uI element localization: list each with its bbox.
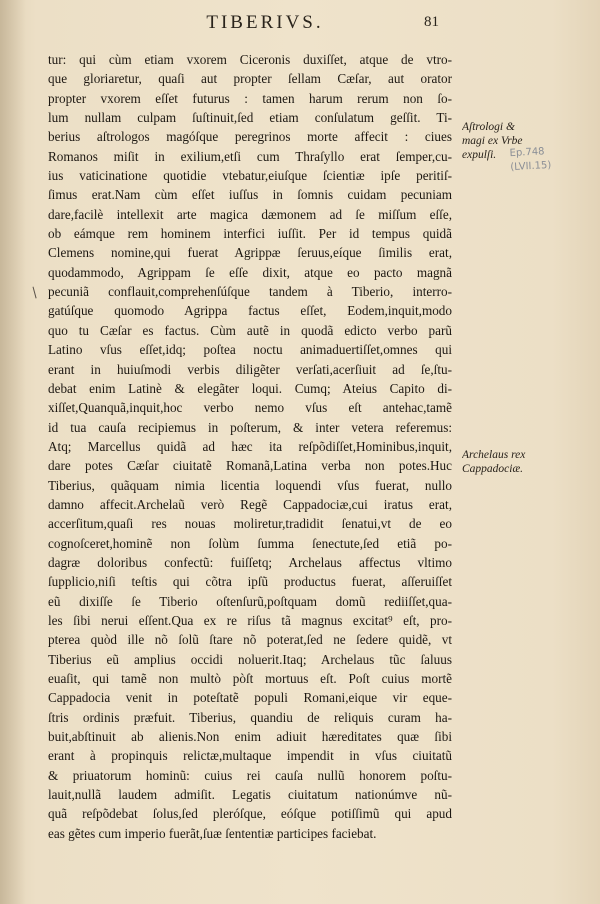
text-line: erant in huiuſmodi verbis diligẽter verſati,acerſiuit ad ſe,ſtu- [48,361,452,377]
text-line: Latino vſus eſſet,idq; poſtea noctu animaduertiſſet,omnes qui [48,342,452,358]
text-line: id tua cauſa recipiemus in poſterum, & inter vetera referemus: [48,419,452,435]
text-line: dare potes Cæſar ciuitatẽ Romanã,Latina verba non potes.Huc [48,458,452,474]
margin-note-line: Archelaus rex [462,449,526,461]
text-line: buit,abſtinuit ab alienis.Non enim adiuit hæreditates quæ ſibi [48,729,452,745]
margin-note-line: expulſi. [462,149,497,161]
text-line: que gloriaretur, quaſi aut propter ſellam Cæſar, aut orator [48,71,452,87]
text-line: dare,facilè intellexit arte magica dæmonem ad ſe miſſum eſſe, [48,206,452,222]
margin-note-line: Cappadociæ. [462,463,524,475]
margin-note-archelaus [462,448,562,476]
text-line: ſimus erat.Nam cùm eſſet iuſſus in ſomnis cuidam pecuniam [48,187,452,203]
text-line: lum nullam culpam ſuſtinuit,ſed etiam conſulatum geſſit. Ti- [48,110,452,126]
text-line: gatúſque quomodo Agrippa factus eſſet, Eodem,inquit,modo [48,303,452,319]
text-line: les ſibi nerui eſſent.Qua ex re riſus tã magnus excitat⁹ eſt, pro- [48,612,452,628]
text-line: dagræ doloribus confectũ: fuiſſetq; Archelaus affectus vltimo [48,554,452,570]
handwritten-line: (LVII.15) [510,159,552,174]
margin-note-line: Aſtrologi & [462,121,515,133]
text-line: erant à propinquis relictæ,multaque impendit in vſus ciuitatũ [48,748,452,764]
text-line: ſtris ordinis præfuit. Tiberius, quandiu de reliquis curam ha- [48,709,452,725]
text-line: pterea quòd ille nõ ſolũ ſtare nõ poterat,ſed ne ſedere quidẽ, vt [48,632,452,648]
text-line: Cappadocia venit in poteſtatẽ populi Romani,eique vir eque- [48,690,452,706]
text-line: & priuatorum hominũ: cuius rei cauſa nullũ honorem poſtu- [48,767,452,783]
text-line: eas gẽtes cum imperio fuerãt,ſuæ ſententiæ participes faciebat. [48,825,377,841]
text-line: ob eámque rem hominem interfici iuſſit. Per id tempus quidã [48,226,452,242]
text-line: pecuniã conflauit,comprehenſúſque tandem à Tiberio, interro- [48,284,452,300]
text-line: tur: qui cùm etiam vxorem Ciceronis duxiſſet, atque de vtro- [48,52,452,67]
text-line: ſupplicio,niſi teſtis qui cõtra ipſũ productus fuerat, aſſeruiſſet [48,574,452,590]
text-line: Tiberius, quãquam nimia licentia loquendi vſus fuerat, nullo [48,477,452,493]
text-line: quodammodo, Agrippam ſe eſſe dixit, atque eo pacto magnã [48,264,452,280]
margin-pen-mark [33,286,41,299]
text-line: eũ dixiſſe ſe Tiberio oſtenſurũ,poſtquam domũ rediiſſet,qua- [48,593,452,609]
binding-shadow [0,0,26,904]
text-line: quo tu Cæſar es factus. Cùm autẽ in quodã edicto verbo parũ [48,322,452,338]
text-line: cognoſceret,hominẽ non ſolùm ſumma ſenectute,ſed etiã po- [48,535,452,551]
handwritten-line: Ep.748 [509,146,545,160]
text-line: debat enim Latinè & elegãter loqui. Cumq; Ateius Capito di- [48,380,452,396]
text-line: berius aſtrologos magóſque peregrinos morte affecit : ciues [48,129,452,145]
text-line: damno affecit.Archelaũ verò Regẽ Cappadociæ,cui iratus erat, [48,496,452,512]
text-line: Clemens nomine,qui fuerat Agrippæ ſeruus,eíque ſimilis erat, [48,245,452,261]
text-line: propter vxorem eſſet futurus : tamen harum rerum non ſo- [48,90,452,106]
running-title: TIBERIVS. [206,12,324,33]
text-line: Atq; Marcellus quidã ad hæc ita reſpõdiſſet,Hominibus,inquit, [48,438,452,454]
text-line: Romanos miſit in exilium,etſi cum Thraſyllo erat ſemper,cu- [48,148,452,164]
handwritten-annotation [509,145,551,175]
text-line: ius vaticinatione quotidie vtebatur,eiuſque ſcientiæ ipſe peritiſ- [48,168,452,184]
text-line: Tiberius eũ amplius occidi noluerit.Itaq; Archelaus tũc ſaluus [48,651,452,667]
page-number: 81 [424,14,439,30]
text-line: quã reſpõdebat ſolus,ſed pleróſque, eóſque potiſſimũ qui apud [48,806,452,822]
text-line: euaſit, qui tamẽ non multò pòſt mortuus eſt. Poſt cuius mortẽ [48,671,452,686]
text-line: lauit,nullã laudem admiſit. Legatis ciuitatum nationúmve nũ- [48,787,452,803]
text-line: accerſitum,quaſi res nouas moliretur,tradidit ſenatui,vt de eo [48,516,452,532]
body-text-block [48,50,452,843]
margin-note-line: magi ex Vrbe [462,135,523,147]
text-line: xiſſet,Quanquã,inquit,hoc verbo nemo vſus eſt antehac,tamẽ [48,400,452,416]
